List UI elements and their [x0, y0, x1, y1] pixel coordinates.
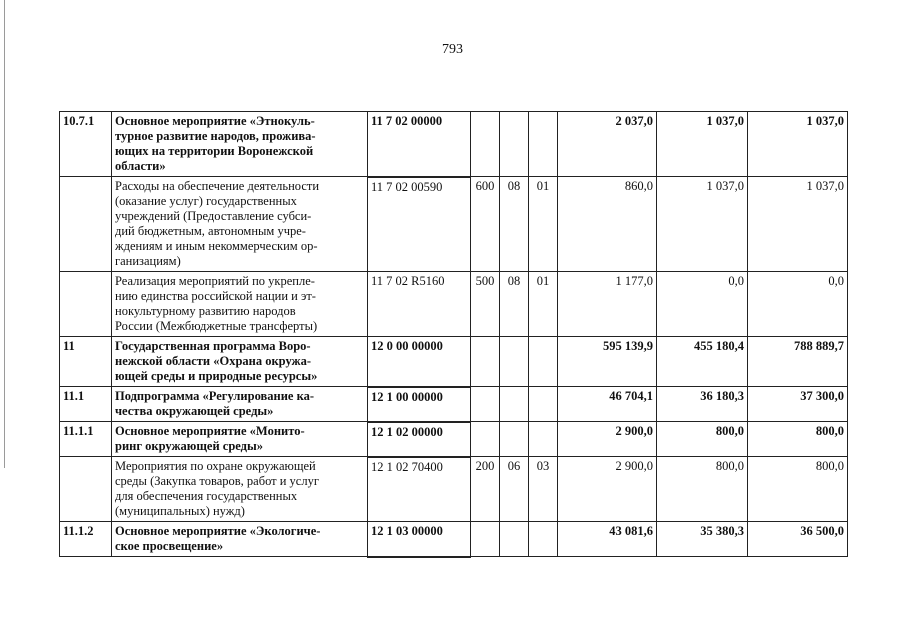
section-cell: [500, 112, 529, 177]
amount-year3-cell: 1 037,0: [748, 112, 848, 177]
expense-type-cell: [471, 387, 500, 422]
description-cell: [112, 177, 368, 272]
section-cell: 08: [500, 177, 529, 272]
description-line: дий бюджетным, автономным учре-: [115, 224, 306, 238]
row-number-cell: [60, 457, 112, 522]
description-line: (муниципальных) нужд): [115, 504, 245, 518]
description-cell: [112, 337, 368, 387]
amount-year2-cell: 800,0: [657, 422, 748, 457]
target-code-cell: 12 1 03 00000: [368, 522, 471, 557]
description-cell: [112, 522, 368, 557]
table-row: [60, 272, 848, 337]
expense-type-cell: [471, 422, 500, 457]
target-code-cell: 12 1 00 00000: [368, 387, 471, 422]
table-body: [60, 112, 848, 557]
amount-year3-cell: 0,0: [748, 272, 848, 337]
subsection-cell: [529, 522, 558, 557]
amount-year2-cell: 35 380,3: [657, 522, 748, 557]
target-code-cell: 12 1 02 70400: [368, 457, 471, 522]
description-line: ждениям и иным некоммерческим ор-: [115, 239, 318, 253]
description-line: Основное мероприятие «Монито-: [115, 424, 305, 438]
amount-year2-cell: 1 037,0: [657, 112, 748, 177]
amount-year1-cell: 1 177,0: [558, 272, 657, 337]
section-cell: [500, 422, 529, 457]
expense-type-cell: [471, 522, 500, 557]
section-cell: [500, 522, 529, 557]
description-line: ганизациям): [115, 254, 181, 268]
subsection-cell: [529, 112, 558, 177]
amount-year3-cell: 788 889,7: [748, 337, 848, 387]
description-line: Реализация мероприятий по укрепле-: [115, 274, 315, 288]
description-line: (оказание услуг) государственных: [115, 194, 297, 208]
row-number-cell: [60, 272, 112, 337]
amount-year3-cell: 1 037,0: [748, 177, 848, 272]
section-cell: [500, 387, 529, 422]
subsection-cell: 01: [529, 272, 558, 337]
description-line: ское просвещение»: [115, 539, 224, 553]
table-row: [60, 422, 848, 457]
section-cell: [500, 337, 529, 387]
table-row: [60, 457, 848, 522]
subsection-cell: [529, 337, 558, 387]
budget-table: [59, 111, 848, 558]
description-line: Основное мероприятие «Экологиче-: [115, 524, 321, 538]
expense-type-cell: 500: [471, 272, 500, 337]
section-cell: 06: [500, 457, 529, 522]
expense-type-cell: [471, 112, 500, 177]
amount-year2-cell: 36 180,3: [657, 387, 748, 422]
row-number-cell: 11.1.2: [60, 522, 112, 557]
row-number-cell: 11.1: [60, 387, 112, 422]
description-line: нежской области «Охрана окружа-: [115, 354, 312, 368]
amount-year3-cell: 800,0: [748, 422, 848, 457]
amount-year2-cell: 800,0: [657, 457, 748, 522]
amount-year3-cell: 800,0: [748, 457, 848, 522]
description-line: среды (Закупка товаров, работ и услуг: [115, 474, 319, 488]
description-line: турное развитие народов, прожива-: [115, 129, 316, 143]
amount-year1-cell: 860,0: [558, 177, 657, 272]
row-number-cell: 11.1.1: [60, 422, 112, 457]
description-line: чества окружающей среды»: [115, 404, 274, 418]
amount-year2-cell: 0,0: [657, 272, 748, 337]
scan-edge-rule: [4, 0, 5, 468]
expense-type-cell: [471, 337, 500, 387]
amount-year2-cell: 1 037,0: [657, 177, 748, 272]
row-number-cell: 10.7.1: [60, 112, 112, 177]
row-number-cell: [60, 177, 112, 272]
amount-year1-cell: 43 081,6: [558, 522, 657, 557]
amount-year3-cell: 37 300,0: [748, 387, 848, 422]
subsection-cell: [529, 422, 558, 457]
table-row: [60, 337, 848, 387]
description-line: Основное мероприятие «Этнокуль-: [115, 114, 315, 128]
target-code-cell: 11 7 02 00590: [368, 177, 471, 272]
target-code-cell: 11 7 02 R5160: [368, 272, 471, 337]
amount-year1-cell: 2 900,0: [558, 457, 657, 522]
amount-year1-cell: 2 037,0: [558, 112, 657, 177]
table-row: [60, 177, 848, 272]
table-row: [60, 387, 848, 422]
amount-year1-cell: 46 704,1: [558, 387, 657, 422]
description-line: Мероприятия по охране окружающей: [115, 459, 316, 473]
subsection-cell: [529, 387, 558, 422]
description-cell: [112, 272, 368, 337]
target-code-cell: 12 1 02 00000: [368, 422, 471, 457]
amount-year3-cell: 36 500,0: [748, 522, 848, 557]
description-cell: [112, 387, 368, 422]
expense-type-cell: 600: [471, 177, 500, 272]
description-line: Расходы на обеспечение деятельности: [115, 179, 320, 193]
subsection-cell: 03: [529, 457, 558, 522]
amount-year2-cell: 455 180,4: [657, 337, 748, 387]
description-line: ринг окружающей среды»: [115, 439, 263, 453]
description-line: Подпрограмма «Регулирование ка-: [115, 389, 315, 403]
expense-type-cell: 200: [471, 457, 500, 522]
description-line: области»: [115, 159, 166, 173]
amount-year1-cell: 595 139,9: [558, 337, 657, 387]
target-code-cell: 11 7 02 00000: [368, 112, 471, 177]
row-number-cell: 11: [60, 337, 112, 387]
description-cell: [112, 457, 368, 522]
description-line: нокультурному развитию народов: [115, 304, 296, 318]
description-line: ющих на территории Воронежской: [115, 144, 314, 158]
section-cell: 08: [500, 272, 529, 337]
subsection-cell: 01: [529, 177, 558, 272]
page-number: 793: [442, 42, 463, 57]
table-row: [60, 522, 848, 557]
description-line: ющей среды и природные ресурсы»: [115, 369, 318, 383]
table-row: [60, 112, 848, 177]
description-line: для обеспечения государственных: [115, 489, 298, 503]
description-line: Государственная программа Воро-: [115, 339, 311, 353]
description-line: нию единства российской нации и эт-: [115, 289, 316, 303]
amount-year1-cell: 2 900,0: [558, 422, 657, 457]
description-line: России (Межбюджетные трансферты): [115, 319, 318, 333]
description-cell: [112, 112, 368, 177]
description-line: учреждений (Предоставление субси-: [115, 209, 312, 223]
description-cell: [112, 422, 368, 457]
target-code-cell: 12 0 00 00000: [368, 337, 471, 387]
